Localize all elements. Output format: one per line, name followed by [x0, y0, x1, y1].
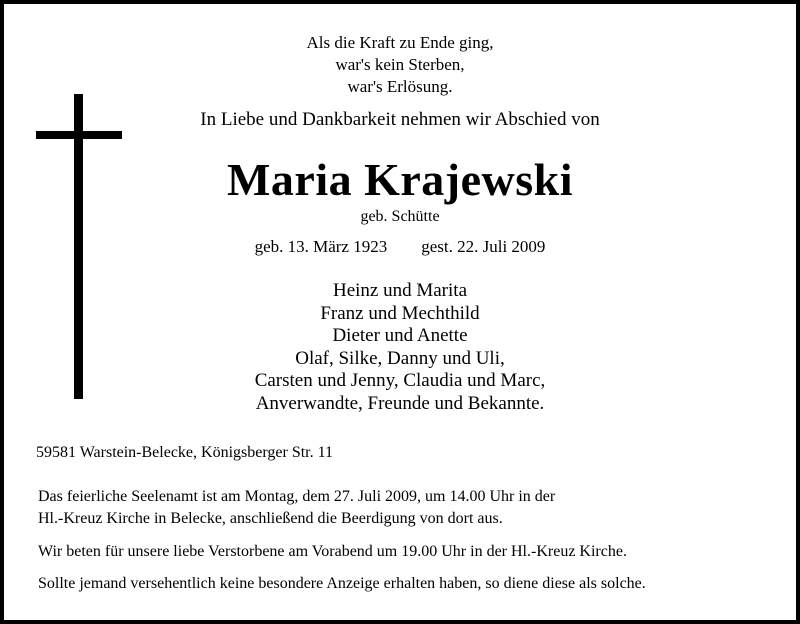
life-dates: [100, 236, 700, 258]
service-line: Hl.-Kreuz Kirche in Belecke, anschließend die Beerdigung von dort aus.: [38, 510, 503, 527]
deceased-name: Maria Krajewski: [226, 154, 574, 205]
family-line: Heinz und Marita: [332, 280, 467, 301]
service-line: Das feierliche Seelenamt ist am Montag, dem 27. Juli 2009, um 14.00 Uhr in der: [38, 488, 556, 505]
family-list: [100, 280, 700, 415]
service-info: [38, 486, 555, 530]
family-line: Carsten und Jenny, Claudia und Marc,: [254, 370, 546, 391]
family-line: Dieter und Anette: [332, 325, 468, 346]
address: 59581 Warstein-Belecke, Königsberger Str. 11: [36, 444, 334, 461]
intro-text: In Liebe und Dankbarkeit nehmen wir Abschied von: [200, 109, 600, 130]
family-line: Olaf, Silke, Danny und Uli,: [295, 347, 505, 369]
cross-icon-bar: [36, 131, 122, 139]
motto: [100, 32, 700, 98]
motto-line: war's kein Sterben,: [335, 55, 465, 74]
notice-info: Sollte jemand versehentlich keine besondere Anzeige erhalten haben, so diene diese als solche.: [38, 575, 646, 592]
family-line: Anverwandte, Freunde und Bekannte.: [255, 392, 545, 414]
death-date: gest. 22. Juli 2009: [421, 237, 546, 256]
cross-icon: [74, 94, 83, 399]
motto-line: war's Erlösung.: [347, 77, 453, 96]
motto-line: Als die Kraft zu Ende ging,: [306, 33, 494, 52]
family-line: Franz und Mechthild: [320, 302, 480, 324]
prayer-info: Wir beten für unsere liebe Verstorbene am Vorabend um 19.00 Uhr in der Hl.-Kreuz Kirche.: [38, 543, 627, 560]
birth-date: geb. 13. März 1923: [254, 237, 388, 256]
maiden-name: geb. Schütte: [360, 208, 440, 225]
